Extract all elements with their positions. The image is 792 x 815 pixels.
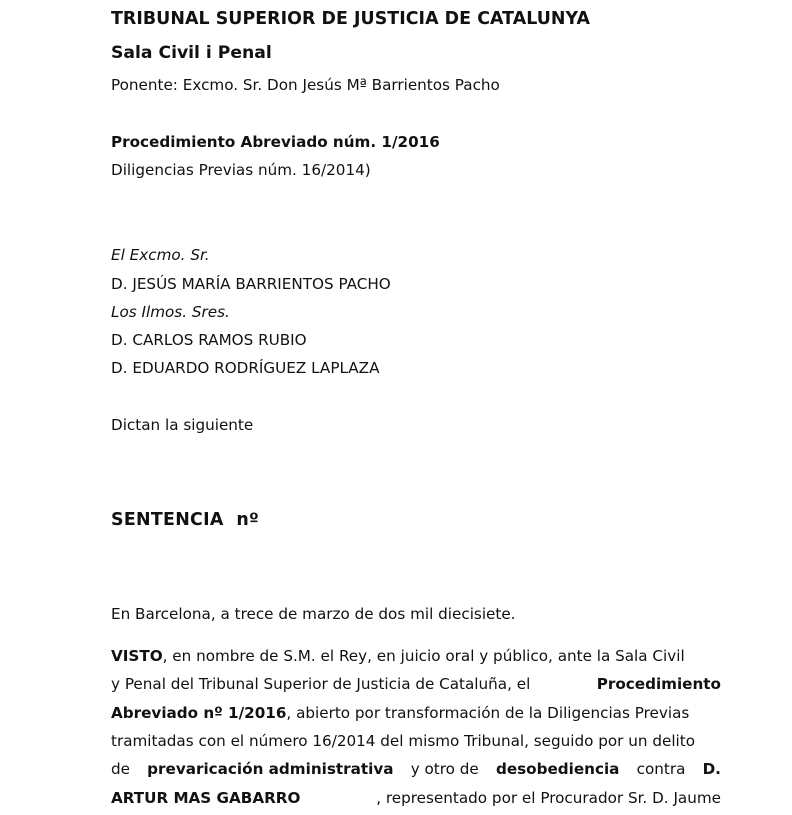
sentence-title: SENTENCIA nº [111, 510, 260, 530]
body-bold: Abreviado nº 1/2016 [111, 704, 287, 722]
defendant-prefix: D. [702, 760, 721, 778]
visto-label: VISTO [111, 647, 163, 665]
magistrate-name-3: D. EDUARDO RODRÍGUEZ LAPLAZA [111, 359, 380, 377]
defendant-name: ARTUR MAS GABARRO [111, 789, 301, 807]
dictate-line: Dictan la siguiente [111, 416, 254, 434]
court-name: TRIBUNAL SUPERIOR DE JUSTICIA DE CATALUNYA [111, 9, 591, 29]
body-text: contra [636, 760, 686, 778]
body-text: tramitadas con el número 16/2014 del mismo Tribunal, seguido por un delito [111, 732, 696, 750]
preliminary-number: Diligencias Previas núm. 16/2014) [111, 161, 371, 179]
magistrate-title-1: El Excmo. Sr. [111, 246, 210, 264]
crime-desobediencia: desobediencia [495, 760, 620, 778]
procedure-number: Procedimiento Abreviado núm. 1/2016 [111, 133, 440, 151]
chamber-name: Sala Civil i Penal [111, 43, 272, 63]
body-bold: Procedimiento [596, 675, 721, 693]
ponente-line: Ponente: Excmo. Sr. Don Jesús Mª Barrientos Pacho [111, 76, 500, 94]
body-line-4 [111, 731, 721, 751]
body-text: , en nombre de S.M. el Rey, en juicio oral y público, ante la Sala Civil [162, 647, 685, 665]
body-line-5 [111, 759, 721, 779]
body-text: , abierto por transformación de la Diligencias Previas [286, 704, 690, 722]
body-line-2 [111, 674, 721, 694]
body-line-6 [111, 788, 721, 808]
body-text: , representado por el Procurador Sr. D. Jaume [376, 789, 721, 807]
magistrate-name-1: D. JESÚS MARÍA BARRIENTOS PACHO [111, 275, 391, 293]
magistrate-title-2: Los Ilmos. Sres. [111, 303, 230, 321]
body-text: y Penal del Tribunal Superior de Justicia de Cataluña, el [111, 675, 531, 693]
magistrate-name-2: D. CARLOS RAMOS RUBIO [111, 331, 307, 349]
body-line-1 [111, 646, 721, 666]
body-text: de [111, 760, 130, 778]
place-date: En Barcelona, a trece de marzo de dos mil diecisiete. [111, 605, 516, 623]
body-line-3 [111, 703, 721, 723]
crime-prevaricacion: prevaricación administrativa [147, 760, 394, 778]
body-text: y otro de [410, 760, 479, 778]
